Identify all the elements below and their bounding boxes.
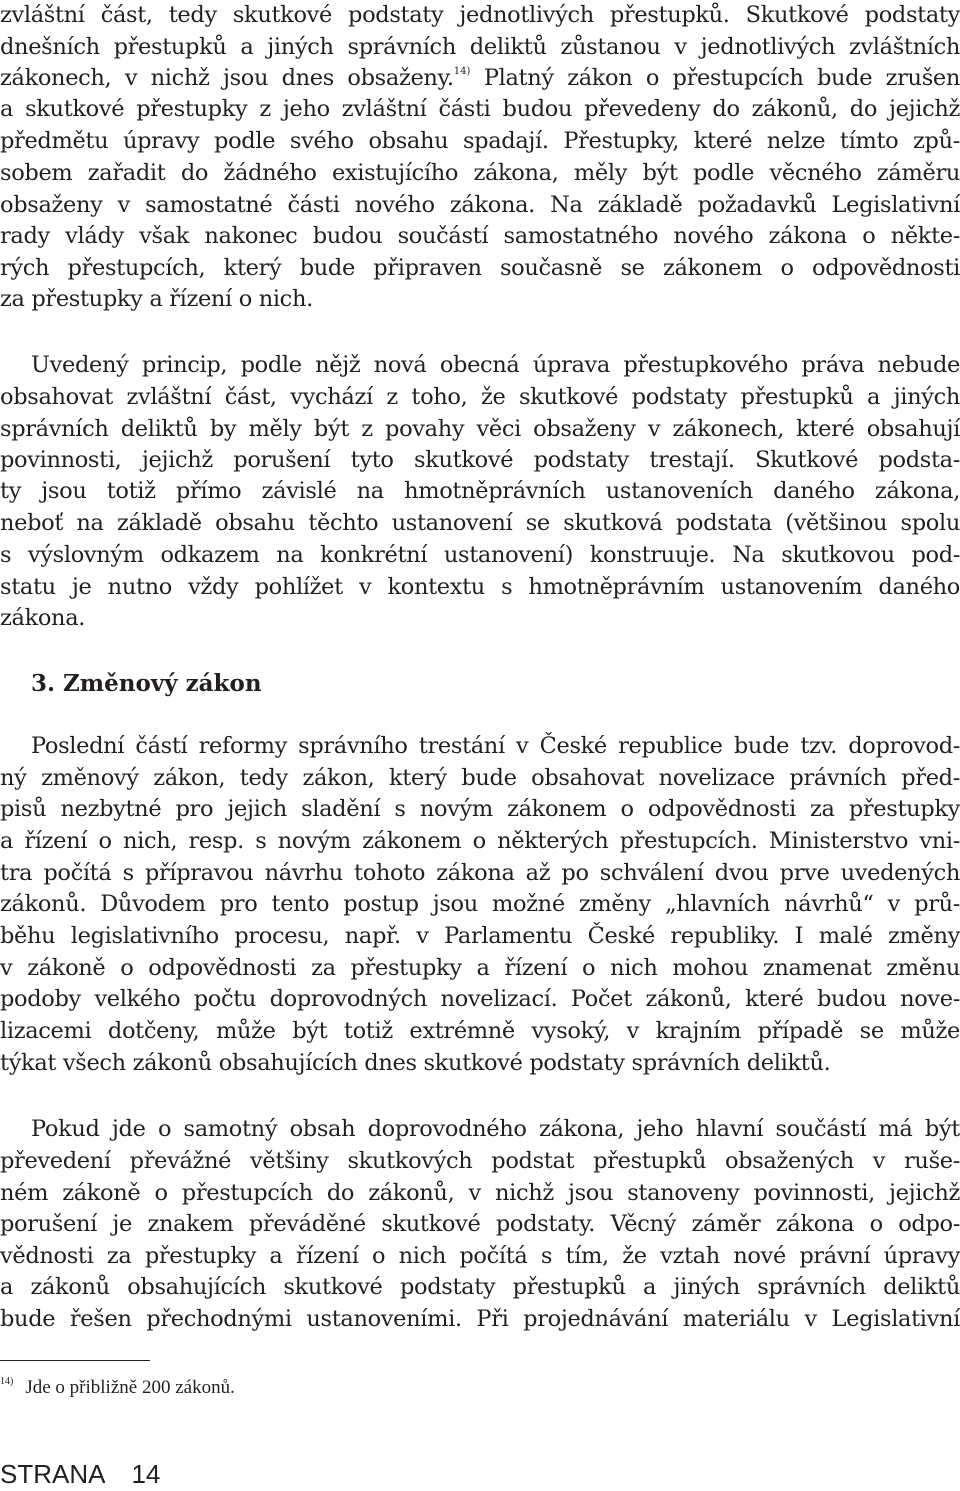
text-line: podoby velkého počtu doprovodných novelizací. Počet zákonů, které budou nove- [0, 986, 960, 1012]
text-line: obsaženy v samostatné části nového zákona. Na základě požadavků Legislativní [0, 192, 960, 218]
footnote-mark: 14) [0, 1376, 14, 1387]
text-line: sobem zařadit do žádného existujícího zákona, měly být podle věcného záměru [0, 160, 960, 186]
text-line: ném zákoně o přestupcích do zákonů, v nichž jsou stanoveny povinnosti, jejichž [0, 1180, 960, 1206]
text-line: tra počítá s přípravou návrhu tohoto zákona až po schválení dvou prve uvedených [0, 860, 960, 886]
text-line: a řízení o nich, resp. s novým zákonem o některých přestupcích. Ministerstvo vni- [0, 828, 960, 854]
text-line: zákona. [0, 605, 86, 631]
section-number: 3. [31, 670, 56, 697]
section-title: Změnový zákon [63, 670, 262, 697]
footnote [0, 1373, 235, 1403]
text-line [0, 61, 960, 95]
footnote-text: Jde o přibližně 200 zákonů. [25, 1377, 235, 1398]
text-line: zvláštní část, tedy skutkové podstaty jednotlivých přestupků. Skutkové podstaty [0, 2, 960, 28]
text-fragment: Platný zákon o přestupcích bude zrušen [470, 65, 960, 91]
text-line: vědnosti za přestupky a řízení o nich počítá s tím, že vztah nové právní úpravy [0, 1243, 960, 1269]
text-line: v zákoně o odpovědnosti za přestupky a řízení o nich mohou znamenat změnu [0, 955, 960, 981]
text-line: obsahovat zvláštní část, vychází z toho, že skutkové podstaty přestupků a jiných [0, 384, 960, 410]
text-line: rých přestupcích, který bude připraven současně se zákonem o odpovědnosti [0, 255, 960, 281]
text-line: s výslovným odkazem na konkrétní ustanovení) konstruuje. Na skutkovou pod- [0, 542, 960, 568]
text-line: a zákonů obsahujících skutkové podstaty přestupků a jiných správních deliktů [0, 1274, 960, 1300]
section-heading [31, 666, 262, 702]
page-footer [0, 1458, 160, 1490]
footnote-reference: 14) [453, 66, 471, 77]
text-line: běhu legislativního procesu, např. v Parlamentu České republiky. I malé změny [0, 923, 960, 949]
text-line: zákonů. Důvodem pro tento postup jsou možné změny „hlavních návrhů“ v prů- [0, 891, 960, 917]
text-line: pisů nezbytné pro jejich sladění s novým zákonem o odpovědnosti za přestupky [0, 796, 960, 822]
text-line: lizacemi dotčeny, může být totiž extrémně vysoký, v krajním případě se může [0, 1018, 960, 1044]
page-label: STRANA [0, 1459, 106, 1489]
text-line: rady vlády však nakonec budou součástí samostatného nového zákona o někte- [0, 223, 960, 249]
text-line: za přestupky a řízení o nich. [0, 286, 313, 312]
text-line: ty jsou totiž přímo závislé na hmotněprávních ustanoveních daného zákona, [0, 478, 960, 504]
text-fragment: zákonech, v nichž jsou dnes obsaženy. [0, 65, 454, 91]
text-line: ný změnový zákon, tedy zákon, který bude obsahovat novelizace právních před- [0, 765, 960, 791]
page-number: 14 [131, 1459, 161, 1489]
text-line: Uvedený princip, podle nějž nová obecná úprava přestupkového práva nebude [31, 352, 960, 378]
text-line: povinnosti, jejichž porušení tyto skutkové podstaty trestají. Skutkové podsta- [0, 447, 960, 473]
text-line: Poslední částí reformy správního trestání v České republice bude tzv. doprovod- [31, 733, 960, 759]
footnote-divider [0, 1360, 150, 1361]
text-line: statu je nutno vždy pohlížet v kontextu s hmotněprávním ustanovením daného [0, 574, 960, 600]
text-line: porušení je znakem převáděné skutkové podstaty. Věcný záměr zákona o odpo- [0, 1211, 960, 1237]
text-line: neboť na základě obsahu těchto ustanovení se skutková podstata (většinou spolu [0, 510, 960, 536]
text-line: týkat všech zákonů obsahujících dnes skutkové podstaty správních deliktů. [0, 1050, 831, 1076]
text-line: bude řešen přechodnými ustanoveními. Při projednávání materiálu v Legislativní [0, 1306, 960, 1332]
text-line: převedení převážné většiny skutkových podstat přestupků obsažených v ruše- [0, 1148, 960, 1174]
text-line: dnešních přestupků a jiných správních deliktů zůstanou v jednotlivých zvláštních [0, 34, 960, 60]
text-line: a skutkové přestupky z jeho zvláštní části budou převedeny do zákonů, do jejichž [0, 96, 960, 122]
text-line: předmětu úpravy podle svého obsahu spadají. Přestupky, které nelze tímto způ- [0, 128, 960, 154]
text-line: Pokud jde o samotný obsah doprovodného zákona, jeho hlavní součástí má být [31, 1116, 960, 1142]
text-line: správních deliktů by měly být z povahy věci obsaženy v zákonech, které obsahují [0, 416, 960, 442]
